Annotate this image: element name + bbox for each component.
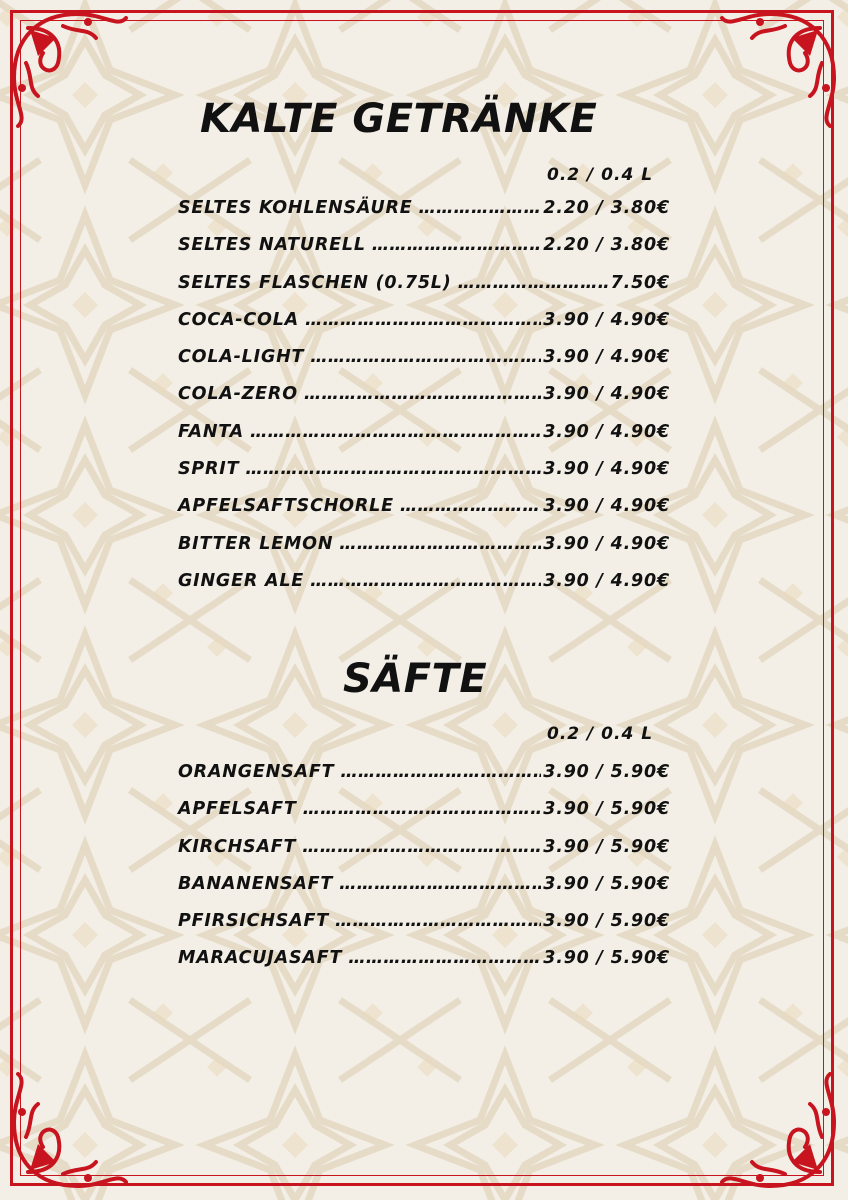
item-name: ORANGENSAFT — [178, 762, 335, 782]
item-name: COCA-COLA — [178, 309, 299, 330]
menu-item — [178, 310, 670, 347]
corner-ornament — [8, 8, 138, 138]
item-name: KIRCHSAFT — [178, 836, 297, 857]
item-name: COLA-LIGHT — [178, 347, 305, 368]
item-name: SELTES NATURELL — [178, 235, 366, 256]
menu-item — [178, 422, 670, 459]
menu-item — [178, 762, 670, 799]
menu-item — [178, 496, 670, 533]
menu-item — [178, 273, 670, 310]
item-name: SPRIT — [178, 459, 240, 480]
leader-dots — [304, 384, 541, 404]
item-price: 3.90 / 5.90€ — [543, 911, 670, 932]
juices-list — [178, 762, 670, 986]
item-price: 3.90 / 4.90€ — [543, 347, 670, 368]
item-name: MARACUJASAFT — [178, 948, 343, 969]
item-price: 3.90 / 4.90€ — [543, 309, 670, 330]
item-price: 3.90 / 5.90€ — [543, 836, 670, 857]
item-price: 3.90 / 5.90€ — [543, 948, 670, 969]
menu-item — [178, 534, 670, 571]
corner-ornament — [710, 1062, 840, 1192]
leader-dots — [458, 273, 609, 293]
item-price: 2.20 / 3.80€ — [543, 235, 670, 256]
item-name: APFELSAFT — [178, 799, 297, 820]
corner-ornament — [8, 1062, 138, 1192]
item-price: 3.90 / 4.90€ — [543, 459, 670, 480]
menu-item — [178, 948, 670, 985]
leader-dots — [335, 911, 541, 931]
menu-item — [178, 571, 670, 608]
item-name: BITTER LEMON — [178, 533, 334, 554]
item-name: FANTA — [178, 421, 245, 442]
size-header-juices: 0.2 / 0.4 L — [547, 724, 654, 744]
leader-dots — [303, 799, 542, 819]
leader-dots — [305, 310, 541, 330]
leader-dots — [339, 874, 541, 894]
item-price: 3.90 / 4.90€ — [543, 384, 670, 405]
leader-dots — [372, 235, 541, 255]
menu-item — [178, 235, 670, 272]
leader-dots — [310, 571, 541, 591]
leader-dots — [302, 837, 541, 857]
menu-item — [178, 874, 670, 911]
item-price: 3.90 / 4.90€ — [543, 496, 670, 517]
leader-dots — [250, 422, 541, 442]
section-title-cold-drinks: KALTE GETRÄNKE — [200, 96, 598, 142]
item-price: 7.50€ — [610, 272, 670, 293]
menu-item — [178, 347, 670, 384]
item-price: 2.20 / 3.80€ — [543, 198, 670, 218]
leader-dots — [400, 496, 541, 516]
item-name: SELTES KOHLENSÄURE — [178, 198, 413, 218]
menu-item — [178, 459, 670, 496]
item-name: PFIRSICHSAFT — [178, 911, 330, 932]
item-price: 3.90 / 5.90€ — [543, 873, 670, 894]
item-price: 3.90 / 5.90€ — [543, 762, 670, 782]
item-price: 3.90 / 5.90€ — [543, 799, 670, 820]
item-name: GINGER ALE — [178, 570, 305, 591]
item-name: COLA-ZERO — [178, 384, 298, 405]
item-price: 3.90 / 4.90€ — [543, 570, 670, 591]
item-price: 3.90 / 4.90€ — [543, 421, 670, 442]
section-title-juices: SÄFTE — [343, 656, 488, 702]
cold-drinks-list — [178, 198, 670, 608]
menu-item — [178, 384, 670, 421]
item-name: BANANENSAFT — [178, 873, 334, 894]
item-name: APFELSAFTSCHORLE — [178, 496, 394, 517]
menu-item — [178, 837, 670, 874]
menu-item — [178, 799, 670, 836]
leader-dots — [419, 198, 542, 218]
leader-dots — [310, 347, 541, 367]
item-price: 3.90 / 4.90€ — [543, 533, 670, 554]
leader-dots — [339, 534, 541, 554]
corner-ornament — [710, 8, 840, 138]
menu-item — [178, 198, 670, 235]
item-name: SELTES FLASCHEN (0.75L) — [178, 272, 452, 293]
leader-dots — [348, 948, 541, 968]
menu-item — [178, 911, 670, 948]
leader-dots — [245, 459, 541, 479]
size-header-cold-drinks: 0.2 / 0.4 L — [547, 165, 654, 185]
leader-dots — [340, 762, 541, 782]
